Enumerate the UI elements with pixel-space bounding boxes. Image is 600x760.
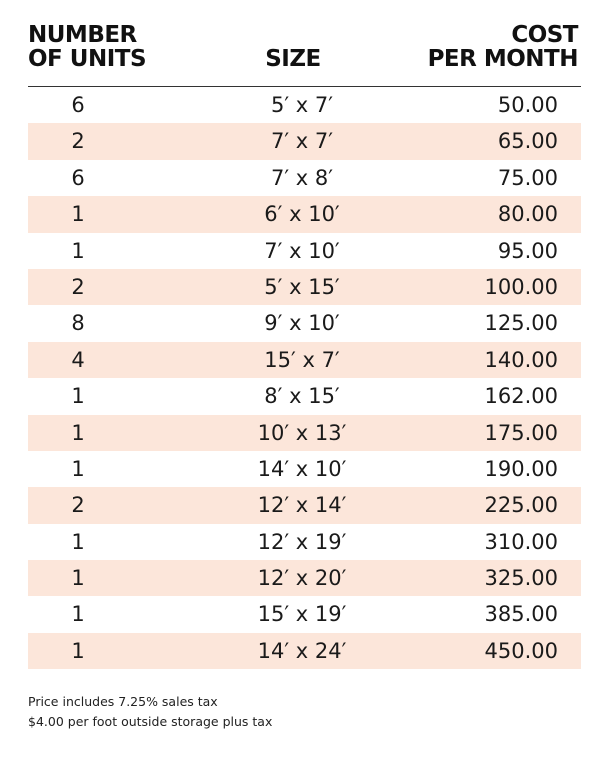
table-row bbox=[28, 269, 581, 305]
cell-cost-per-month: 140.00 bbox=[484, 347, 558, 372]
table-row bbox=[28, 123, 581, 159]
cell-cost-per-month: 325.00 bbox=[484, 566, 558, 591]
table-row bbox=[28, 415, 581, 451]
table-row bbox=[28, 233, 581, 269]
cell-number-of-units: 2 bbox=[71, 493, 85, 518]
cell-cost-per-month: 225.00 bbox=[484, 493, 558, 518]
table-row bbox=[28, 342, 581, 378]
table-row bbox=[28, 305, 581, 341]
cell-number-of-units: 1 bbox=[71, 238, 85, 263]
cell-size: 5′ x 7′ bbox=[270, 93, 334, 117]
cell-cost-per-month: 95.00 bbox=[497, 238, 558, 263]
cell-cost-per-month: 385.00 bbox=[484, 602, 558, 627]
cell-size: 14′ x 24′ bbox=[257, 638, 347, 663]
footnotes bbox=[28, 692, 588, 732]
cell-size: 15′ x 7′ bbox=[264, 347, 340, 372]
cell-size: 8′ x 15′ bbox=[264, 384, 340, 409]
cell-number-of-units: 1 bbox=[71, 602, 85, 627]
header-number-of-units: NUMBER OF UNITS bbox=[28, 22, 147, 72]
cell-cost-per-month: 125.00 bbox=[484, 311, 558, 336]
cell-size: 15′ x 19′ bbox=[257, 602, 347, 627]
table-row bbox=[28, 160, 581, 196]
table-row bbox=[28, 560, 581, 596]
cell-cost-per-month: 65.00 bbox=[497, 129, 558, 154]
table-header bbox=[0, 18, 600, 78]
cell-size: 12′ x 20′ bbox=[257, 566, 347, 591]
cell-size: 7′ x 7′ bbox=[270, 129, 334, 154]
footnote-outside-storage: $4.00 per foot outside storage plus tax bbox=[28, 714, 273, 729]
cell-cost-per-month: 75.00 bbox=[497, 165, 558, 190]
cell-number-of-units: 1 bbox=[71, 456, 85, 481]
cell-size: 14′ x 10′ bbox=[257, 456, 347, 481]
table-row bbox=[28, 596, 581, 632]
table-row bbox=[28, 633, 581, 669]
cell-number-of-units: 1 bbox=[71, 529, 85, 554]
cell-cost-per-month: 450.00 bbox=[484, 638, 558, 663]
header-size: SIZE bbox=[265, 46, 321, 72]
cell-size: 12′ x 19′ bbox=[257, 529, 347, 554]
table-row bbox=[28, 487, 581, 523]
table-row bbox=[28, 196, 581, 232]
cell-size: 6′ x 10′ bbox=[264, 202, 340, 227]
cell-size: 5′ x 15′ bbox=[264, 274, 340, 299]
table-row bbox=[28, 451, 581, 487]
cell-size: 10′ x 13′ bbox=[257, 420, 347, 445]
cell-size: 7′ x 8′ bbox=[270, 165, 334, 190]
cell-number-of-units: 1 bbox=[71, 202, 85, 227]
cell-number-of-units: 2 bbox=[71, 274, 85, 299]
cell-number-of-units: 4 bbox=[71, 347, 85, 372]
cell-cost-per-month: 80.00 bbox=[497, 202, 558, 227]
cell-cost-per-month: 190.00 bbox=[484, 456, 558, 481]
header-cost-per-month: COST PER MONTH bbox=[427, 22, 578, 72]
cell-cost-per-month: 310.00 bbox=[484, 529, 558, 554]
cell-cost-per-month: 175.00 bbox=[484, 420, 558, 445]
pricing-table bbox=[28, 87, 581, 669]
cell-number-of-units: 8 bbox=[71, 311, 85, 336]
cell-cost-per-month: 50.00 bbox=[497, 93, 558, 117]
table-row bbox=[28, 378, 581, 414]
cell-number-of-units: 1 bbox=[71, 384, 85, 409]
table-row bbox=[28, 524, 581, 560]
table-row bbox=[28, 87, 581, 123]
cell-size: 9′ x 10′ bbox=[264, 311, 340, 336]
cell-cost-per-month: 100.00 bbox=[484, 274, 558, 299]
cell-size: 12′ x 14′ bbox=[257, 493, 347, 518]
cell-cost-per-month: 162.00 bbox=[484, 384, 558, 409]
footnote-sales-tax: Price includes 7.25% sales tax bbox=[28, 694, 218, 709]
cell-number-of-units: 6 bbox=[71, 165, 85, 190]
cell-number-of-units: 1 bbox=[71, 420, 85, 445]
cell-number-of-units: 1 bbox=[71, 566, 85, 591]
cell-number-of-units: 2 bbox=[71, 129, 85, 154]
cell-size: 7′ x 10′ bbox=[264, 238, 340, 263]
cell-number-of-units: 1 bbox=[71, 638, 85, 663]
cell-number-of-units: 6 bbox=[71, 93, 85, 117]
